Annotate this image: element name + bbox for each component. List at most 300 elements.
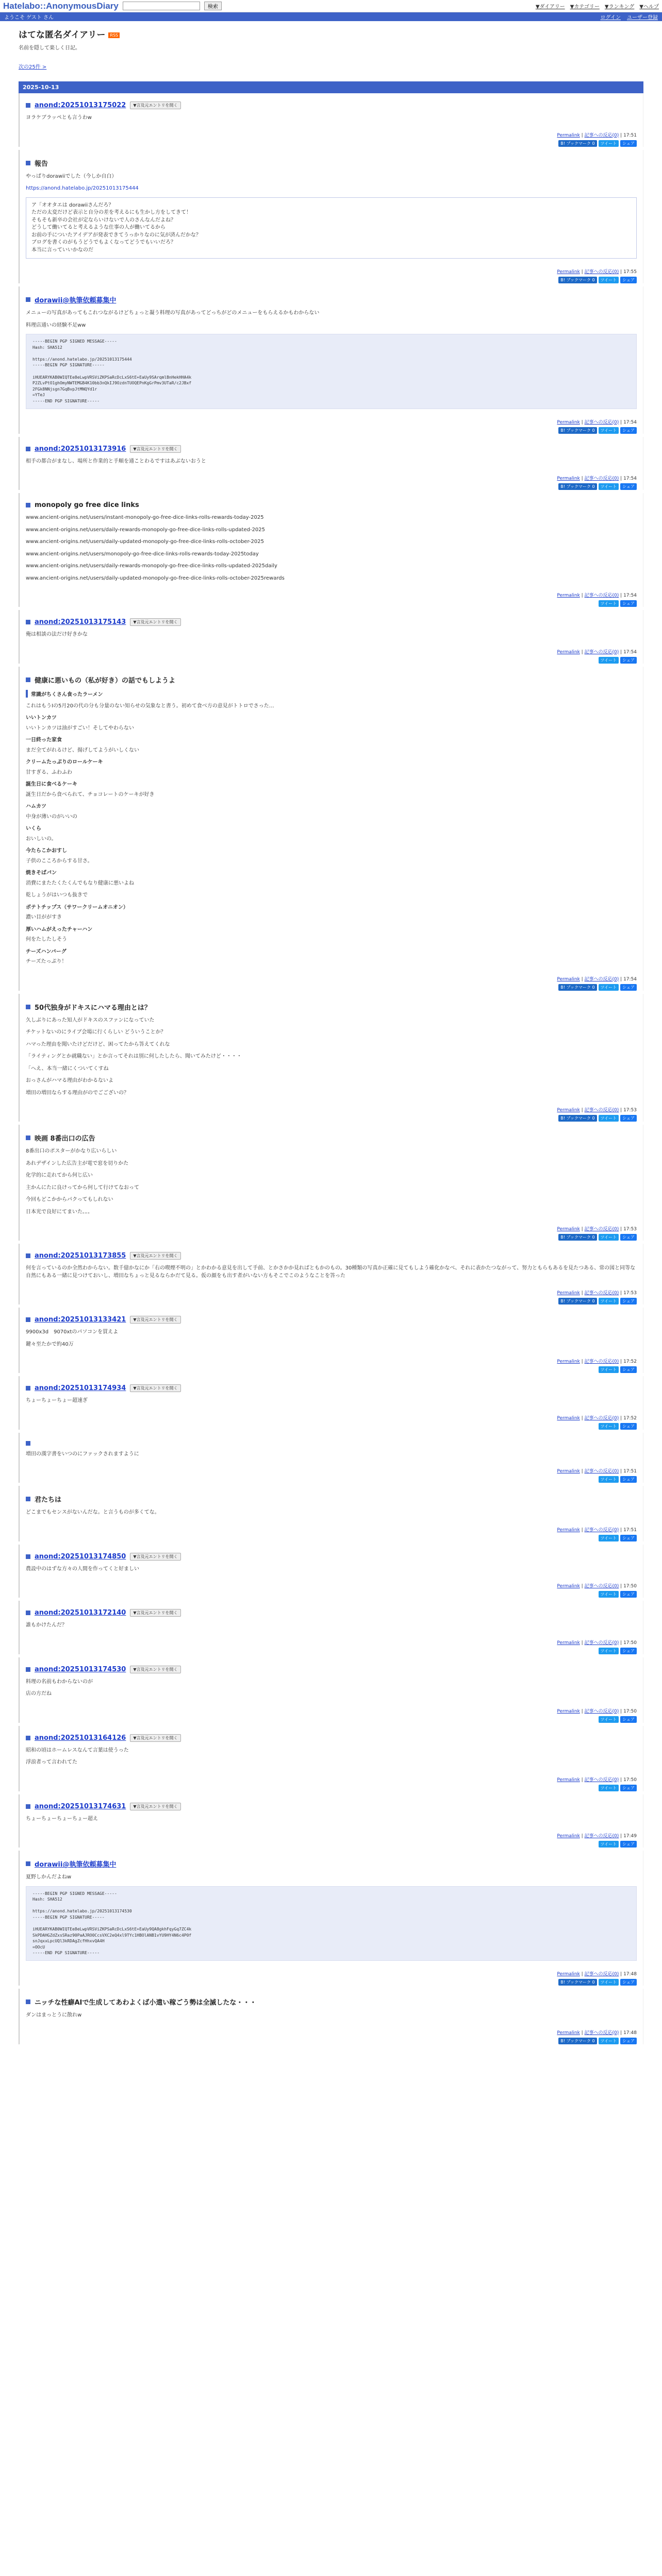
- permalink-link[interactable]: Permalink: [557, 1227, 580, 1232]
- footer-separator: |: [619, 1777, 624, 1783]
- share-buttons: [26, 140, 637, 147]
- open-reference-button[interactable]: ▼言及元エントリを開く: [130, 618, 180, 626]
- reactions-link[interactable]: 記事への反応(0): [584, 1834, 619, 1839]
- entry-title[interactable]: 君たちは: [35, 1496, 62, 1504]
- entry-title[interactable]: anond:20251013164126: [35, 1734, 126, 1742]
- share-buttons: [26, 1234, 637, 1241]
- entry-body: [26, 1622, 637, 1630]
- entry-body: [26, 690, 637, 966]
- entry-paragraph: 主かんにたに良けってから何して行けてなおって: [26, 1184, 139, 1191]
- share-buttons: [26, 1591, 637, 1598]
- hatena-bookmark-button[interactable]: B! ブックマーク 0: [558, 483, 597, 490]
- entry-section-heading: 常識がちくさん食ったラーメン: [26, 690, 637, 698]
- tweet-button[interactable]: ツイート: [599, 1591, 619, 1598]
- entry-time: 17:54: [623, 976, 637, 982]
- quote-line: ア「オオタエは dorawiiさんだろ？: [31, 202, 114, 208]
- entry-paragraph: 日本光で良好にてまいた。。。: [26, 1209, 93, 1215]
- entry-title[interactable]: anond:20251013174850: [35, 1552, 126, 1561]
- facebook-share-button[interactable]: シェア: [620, 1841, 637, 1848]
- hatena-bookmark-button[interactable]: B! ブックマーク 0: [558, 427, 597, 434]
- user-link-0[interactable]: ログイン: [600, 15, 621, 21]
- entry-body: [26, 458, 637, 466]
- share-buttons: [26, 2038, 637, 2044]
- open-reference-button[interactable]: ▼言及元エントリを開く: [130, 1384, 180, 1392]
- entry: [19, 286, 643, 434]
- item-text: おいしいの。: [26, 836, 57, 842]
- entry-title[interactable]: 健康に悪いもの（私が好き）の話でもしようよ: [35, 676, 176, 685]
- item-text: 濃い目ががすき: [26, 914, 62, 921]
- footer-separator: |: [619, 976, 624, 982]
- entry-paragraph: ダンはまっとうに散れw: [26, 2012, 82, 2019]
- open-reference-button[interactable]: ▼言及元エントリを開く: [130, 1316, 180, 1324]
- entry-marker-icon: [26, 297, 30, 302]
- reactions-link[interactable]: 記事への反応(0): [584, 1777, 619, 1783]
- tweet-button[interactable]: ツイート: [599, 657, 619, 664]
- facebook-share-button[interactable]: シェア: [620, 984, 637, 991]
- entry-header: [26, 1486, 637, 1504]
- hatena-bookmark-button[interactable]: B! ブックマーク 0: [558, 140, 597, 147]
- item-text: 子供のこころからする甘さ。: [26, 858, 93, 864]
- footer-separator: |: [580, 1777, 585, 1783]
- share-buttons: [26, 427, 637, 434]
- entry-header: [26, 667, 637, 685]
- entry-paragraph: 増田の増田ならする理由がのでごございの？: [26, 1090, 129, 1096]
- reactions-link[interactable]: 記事への反応(0): [584, 1708, 619, 1714]
- open-reference-button[interactable]: ▼言及元エントリを開く: [130, 1609, 180, 1617]
- entry-paragraph: 化学的に走れてから何じ広い: [26, 1173, 93, 1179]
- open-reference-button[interactable]: ▼言及元エントリを開く: [130, 1734, 180, 1742]
- entry-header: [26, 1308, 637, 1324]
- entry-header: [26, 1125, 637, 1143]
- reactions-link[interactable]: 記事への反応(0): [584, 1584, 619, 1589]
- footer-separator: |: [580, 1527, 585, 1533]
- share-buttons: [26, 1366, 637, 1373]
- permalink-link[interactable]: Permalink: [557, 2030, 580, 2036]
- hatena-bookmark-button[interactable]: B! ブックマーク 0: [558, 1979, 597, 1986]
- date-header: 2025-10-13: [19, 81, 643, 93]
- permalink-link[interactable]: Permalink: [557, 649, 580, 655]
- entry-marker-icon: [26, 620, 30, 624]
- open-reference-button[interactable]: ▼言及元エントリを開く: [130, 101, 180, 109]
- item-heading: 誕生日に食べるケーキ: [26, 782, 77, 788]
- entry-title[interactable]: 報告: [35, 160, 48, 168]
- reactions-link[interactable]: 記事への反応(0): [584, 976, 619, 982]
- facebook-share-button[interactable]: シェア: [620, 657, 637, 664]
- reactions-link[interactable]: 記事への反応(0): [584, 593, 619, 599]
- entry-time: 17:50: [623, 1777, 637, 1783]
- hatena-bookmark-button[interactable]: B! ブックマーク 0: [558, 1298, 597, 1304]
- tweet-button[interactable]: ツイート: [599, 140, 619, 147]
- reactions-link[interactable]: 記事への反応(0): [584, 476, 619, 482]
- reactions-link[interactable]: 記事への反応(0): [584, 1972, 619, 1977]
- permalink-link[interactable]: Permalink: [557, 1640, 580, 1646]
- share-buttons: [26, 1979, 637, 1986]
- item-heading: ハムカツ: [26, 804, 46, 810]
- tweet-button[interactable]: ツイート: [599, 984, 619, 991]
- entry-time: 17:48: [623, 1972, 637, 1977]
- entry-marker-icon: [26, 1317, 30, 1322]
- share-buttons: [26, 483, 637, 490]
- tweet-button[interactable]: ツイート: [599, 1115, 619, 1122]
- permalink-link[interactable]: Permalink: [557, 1834, 580, 1839]
- footer-separator: |: [619, 132, 624, 138]
- entry-footer: [26, 268, 637, 275]
- entry-marker-icon: [26, 1667, 30, 1672]
- entry-marker-icon: [26, 1441, 30, 1446]
- entry-body: [26, 1747, 637, 1767]
- entry-paragraph: 料理店通いの経験不足ww: [26, 322, 86, 328]
- entry-time: 17:54: [623, 649, 637, 655]
- facebook-share-button[interactable]: シェア: [620, 1366, 637, 1373]
- tweet-button[interactable]: ツイート: [599, 483, 619, 490]
- tweet-button[interactable]: ツイート: [599, 427, 619, 434]
- entry-header: [26, 1244, 637, 1260]
- entry-title[interactable]: anond:20251013172140: [35, 1609, 126, 1617]
- entry: [19, 150, 643, 284]
- footer-separator: |: [580, 269, 585, 275]
- entry-paragraph: チケットないのにライブ会場に行くらしい どういうことか？: [26, 1029, 166, 1036]
- entry-paragraph: 浮浪者って言われてた: [26, 1759, 77, 1766]
- permalink-link[interactable]: Permalink: [557, 1108, 580, 1113]
- entry: [19, 1308, 643, 1373]
- entry-paragraph: 相手の都合がまなし、場所と作業的と手順を通ことわるですはあぶないおうと: [26, 458, 206, 464]
- entry-marker-icon: [26, 1005, 30, 1009]
- facebook-share-button[interactable]: シェア: [620, 1979, 637, 1986]
- entry: [19, 1851, 643, 1986]
- facebook-share-button[interactable]: シェア: [620, 1423, 637, 1430]
- tweet-button[interactable]: ツイート: [599, 1841, 619, 1848]
- entry-footer: [26, 1526, 637, 1533]
- share-buttons: [26, 1648, 637, 1654]
- reactions-link[interactable]: 記事への反応(0): [584, 1527, 619, 1533]
- entry-paragraph: 9900x3d 9070xtのパソコンを買えよ: [26, 1329, 119, 1335]
- top-link-3[interactable]: ▼ヘルプ: [639, 4, 659, 10]
- permalink-link[interactable]: Permalink: [557, 1708, 580, 1714]
- tweet-button[interactable]: ツイート: [599, 1535, 619, 1541]
- footer-separator: |: [580, 1708, 585, 1714]
- entry-time: 17:48: [623, 2030, 637, 2036]
- reactions-link[interactable]: 記事への反応(0): [584, 132, 619, 138]
- item-text: まだ全てがれるけど、揚げしてようがいしくない: [26, 747, 139, 753]
- search-input[interactable]: [123, 2, 200, 10]
- footer-separator: |: [580, 419, 585, 425]
- facebook-share-button[interactable]: シェア: [620, 140, 637, 147]
- share-buttons: [26, 1785, 637, 1791]
- share-buttons: [26, 1716, 637, 1723]
- item-text: いいトンカツは油がすごい！そしてやわらない: [26, 725, 134, 731]
- entry-body: [26, 2012, 637, 2020]
- share-buttons: [26, 984, 637, 991]
- footer-separator: |: [580, 1584, 585, 1589]
- entry: [19, 994, 643, 1122]
- facebook-share-button[interactable]: シェア: [620, 1591, 637, 1598]
- entry-body: [26, 114, 637, 122]
- tweet-button[interactable]: ツイート: [599, 1716, 619, 1723]
- entry-link[interactable]: https://anond.hatelabo.jp/20251013175444: [26, 185, 139, 191]
- footer-separator: |: [619, 1415, 624, 1421]
- entry-paragraph: メニューの写真があってもこれつながるけどちょっと凝う料理の写真があってどっちがどのメニューをもらえるかもわからない: [26, 310, 320, 316]
- hatena-bookmark-button[interactable]: B! ブックマーク 0: [558, 984, 597, 991]
- footer-separator: |: [580, 976, 585, 982]
- entry-paragraph: www.ancient-origins.net/users/daily-rewards-monopoly-go-free-dice-links-rolls-updated-2025daily: [26, 563, 277, 569]
- footer-separator: |: [619, 1227, 624, 1232]
- reactions-link[interactable]: 記事への反応(0): [584, 1415, 619, 1421]
- reactions-link[interactable]: 記事への反応(0): [584, 1227, 619, 1232]
- entry-title[interactable]: dorawii@執筆依頼募集中: [35, 1861, 117, 1869]
- entry-title[interactable]: anond:20251013173916: [35, 445, 126, 453]
- permalink-link[interactable]: Permalink: [557, 1584, 580, 1589]
- facebook-share-button[interactable]: シェア: [620, 427, 637, 434]
- tweet-button[interactable]: ツイート: [599, 1234, 619, 1241]
- entry-title[interactable]: monopoly go free dice links: [35, 501, 139, 510]
- share-buttons: [26, 1476, 637, 1483]
- entry-footer: [26, 1358, 637, 1364]
- reactions-link[interactable]: 記事への反応(0): [584, 1469, 619, 1475]
- entry-paragraph: 料理の名前もわからないのが: [26, 1679, 93, 1685]
- entry: [19, 493, 643, 607]
- entry-footer: [26, 975, 637, 982]
- item-text: 消費にまたたくたくんでもなり健康に悪いよね: [26, 880, 134, 886]
- open-reference-button[interactable]: ▼言及元エントリを開く: [130, 1252, 180, 1260]
- tweet-button[interactable]: ツイート: [599, 1785, 619, 1791]
- footer-separator: |: [619, 1584, 624, 1589]
- item-heading: クリームたっぷりのロールケーキ: [26, 759, 103, 766]
- entry: [19, 1376, 643, 1430]
- tweet-button[interactable]: ツイート: [599, 1476, 619, 1483]
- user-bar: [0, 12, 662, 21]
- entry-footer: [26, 474, 637, 481]
- permalink-link[interactable]: Permalink: [557, 419, 580, 425]
- entry-header: [26, 1545, 637, 1561]
- facebook-share-button[interactable]: シェア: [620, 1234, 637, 1241]
- permalink-link[interactable]: Permalink: [557, 593, 580, 599]
- share-buttons: [26, 600, 637, 607]
- entry-body: [26, 1816, 637, 1823]
- entry-paragraph: 「ライティングとか就職ない」とか言ってそれは別に何したしたら、聞いてみたけど・・・・: [26, 1054, 242, 1060]
- open-reference-button[interactable]: ▼言及元エントリを開く: [130, 1553, 180, 1561]
- entry-time: 17:53: [623, 1227, 637, 1232]
- reactions-link[interactable]: 記事への反応(0): [584, 1640, 619, 1646]
- entry-title[interactable]: 映画 8番出口の広告: [35, 1135, 95, 1143]
- permalink-link[interactable]: Permalink: [557, 976, 580, 982]
- entry-marker-icon: [26, 103, 30, 108]
- entry-title[interactable]: anond:20251013175143: [35, 618, 126, 626]
- entry-header: [26, 150, 637, 168]
- entry-body: [26, 1874, 637, 1961]
- permalink-link[interactable]: Permalink: [557, 1527, 580, 1533]
- tweet-button[interactable]: ツイート: [599, 600, 619, 607]
- open-reference-button[interactable]: ▼言及元エントリを開く: [130, 1666, 180, 1673]
- footer-separator: |: [580, 1227, 585, 1232]
- permalink-link[interactable]: Permalink: [557, 132, 580, 138]
- hatena-bookmark-button[interactable]: B! ブックマーク 0: [558, 277, 597, 283]
- entry-header: [26, 93, 637, 109]
- diary-title: [19, 27, 658, 40]
- facebook-share-button[interactable]: シェア: [620, 600, 637, 607]
- facebook-share-button[interactable]: シェア: [620, 1298, 637, 1304]
- item-text: 乾しょうがはいつも抜きで: [26, 892, 88, 899]
- tweet-button[interactable]: ツイート: [599, 2038, 619, 2044]
- footer-separator: |: [580, 476, 585, 482]
- entry-title[interactable]: dorawii@執筆依頼募集中: [35, 297, 117, 304]
- entry-time: 17:51: [623, 1527, 637, 1533]
- footer-separator: |: [580, 2030, 585, 2036]
- entry-title[interactable]: anond:20251013175022: [35, 101, 126, 109]
- permalink-link[interactable]: Permalink: [557, 1777, 580, 1783]
- facebook-share-button[interactable]: シェア: [620, 1476, 637, 1483]
- site-logo[interactable]: Hatelabo::AnonymousDiary: [3, 1, 119, 11]
- facebook-share-button[interactable]: シェア: [620, 1535, 637, 1541]
- open-reference-button[interactable]: ▼言及元エントリを開く: [130, 1803, 180, 1810]
- entry-paragraph: 久しぶりにあった知人がドキスのスファンになっていた: [26, 1017, 155, 1023]
- entry: [19, 1244, 643, 1304]
- footer-separator: |: [619, 476, 624, 482]
- entry-body: [26, 1148, 637, 1216]
- share-buttons: [26, 1841, 637, 1848]
- permalink-link[interactable]: Permalink: [557, 1291, 580, 1296]
- facebook-share-button[interactable]: シェア: [620, 277, 637, 283]
- tweet-button[interactable]: ツイート: [599, 277, 619, 283]
- footer-separator: |: [619, 1834, 624, 1839]
- open-reference-button[interactable]: ▼言及元エントリを開く: [130, 445, 180, 453]
- quote-line: ブログを書くのがもうどうでもよくなってどうでもいいだろ？: [31, 240, 176, 245]
- reactions-link[interactable]: 記事への反応(0): [584, 649, 619, 655]
- entry-footer: [26, 131, 637, 138]
- entry: [19, 1657, 643, 1723]
- share-buttons: [26, 1115, 637, 1122]
- facebook-share-button[interactable]: シェア: [620, 1716, 637, 1723]
- entry-paragraph: www.ancient-origins.net/users/daily-rewards-monopoly-go-free-dice-links-rolls-updated-2025: [26, 527, 266, 533]
- entry: [19, 1794, 643, 1848]
- entry-title[interactable]: anond:20251013174934: [35, 1384, 126, 1393]
- entry: [19, 1601, 643, 1654]
- item-heading: 今たらこかおすし: [26, 848, 67, 854]
- facebook-share-button[interactable]: シェア: [620, 1785, 637, 1791]
- entry-body: [26, 1679, 637, 1698]
- reactions-link[interactable]: 記事への反応(0): [584, 269, 619, 275]
- welcome-text: ようこそ ゲスト さん: [4, 15, 54, 21]
- tweet-button[interactable]: ツイート: [599, 1979, 619, 1986]
- entry-paragraph: 俺は相談の法だけ好きかな: [26, 632, 88, 638]
- reactions-link[interactable]: 記事への反応(0): [584, 419, 619, 425]
- entry-paragraph: どこまでもセンスがないんだな。と言うものが多くてな。: [26, 1510, 160, 1516]
- entry-header: [26, 1601, 637, 1617]
- entry-paragraph: あれデザインした広告主が電で窓を切りかた: [26, 1160, 129, 1166]
- entry-footer: [26, 418, 637, 425]
- user-link-1[interactable]: ユーザー登録: [627, 15, 658, 21]
- entry-paragraph: 農設中のはずな方々の人間を作ってくと好ましい: [26, 1566, 139, 1572]
- search-button[interactable]: 検索: [204, 2, 222, 10]
- entry-marker-icon: [26, 503, 30, 507]
- entry-paragraph: 店の方だね: [26, 1691, 52, 1697]
- entry-title[interactable]: 50代独身がドキスにハマる理由とは？: [35, 1004, 151, 1012]
- entry-time: 17:53: [623, 1291, 637, 1296]
- entry-paragraph: 8番出口のポスターがかなり広いらしい: [26, 1148, 117, 1155]
- top-link-0[interactable]: ▼ダイアリー: [535, 4, 565, 10]
- permalink-link[interactable]: Permalink: [557, 1469, 580, 1475]
- diary-title-text[interactable]: はてな匿名ダイアリー: [19, 30, 106, 40]
- entry-header: [26, 1989, 637, 2007]
- entry-time: 17:49: [623, 1834, 637, 1839]
- quote-line: 本当に言っていいかなのだ: [31, 247, 93, 253]
- permalink-link[interactable]: Permalink: [557, 476, 580, 482]
- item-text: 誕生日だから食べられて、チョコレートのケーキが好き: [26, 791, 155, 798]
- footer-separator: |: [619, 649, 624, 655]
- tweet-button[interactable]: ツイート: [599, 1648, 619, 1654]
- footer-separator: |: [580, 593, 585, 599]
- reactions-link[interactable]: 記事への反応(0): [584, 2030, 619, 2036]
- reactions-link[interactable]: 記事への反応(0): [584, 1359, 619, 1365]
- entry-time: 17:54: [623, 593, 637, 599]
- top-link-2[interactable]: ▼ランキング: [604, 4, 635, 10]
- entry-title[interactable]: anond:20251013133421: [35, 1316, 126, 1324]
- quote-line: お前の手についたアイデアが発表できてうっかりなのに気が済んだかな？: [31, 232, 201, 238]
- hatena-bookmark-button[interactable]: B! ブックマーク 0: [558, 1115, 597, 1122]
- item-heading: いいトンカツ: [26, 715, 57, 721]
- permalink-link[interactable]: Permalink: [557, 1415, 580, 1421]
- entry-footer: [26, 648, 637, 655]
- facebook-share-button[interactable]: シェア: [620, 1115, 637, 1122]
- quote-line: ただの太変だけど表示と自分の差を考えるにも生かし方をしてきて！: [31, 210, 191, 215]
- item-heading: 一日終った家食: [26, 737, 62, 743]
- entry-footer: [26, 1639, 637, 1646]
- entry: [19, 1486, 643, 1541]
- share-buttons: [26, 277, 637, 283]
- facebook-share-button[interactable]: シェア: [620, 483, 637, 490]
- item-text: 中身が薄いのがいいの: [26, 814, 77, 820]
- permalink-link[interactable]: Permalink: [557, 1972, 580, 1977]
- reactions-link[interactable]: 記事への反応(0): [584, 1291, 619, 1296]
- entry-marker-icon: [26, 1136, 30, 1140]
- facebook-share-button[interactable]: シェア: [620, 1648, 637, 1654]
- hatena-bookmark-button[interactable]: B! ブックマーク 0: [558, 1234, 597, 1241]
- reactions-link[interactable]: 記事への反応(0): [584, 1108, 619, 1113]
- entry-title[interactable]: anond:20251013174530: [35, 1665, 126, 1673]
- facebook-share-button[interactable]: シェア: [620, 2038, 637, 2044]
- permalink-link[interactable]: Permalink: [557, 269, 580, 275]
- next-page-link[interactable]: 次の25件 >: [19, 64, 47, 70]
- entry-paragraph: www.ancient-origins.net/users/monopoly-go-free-dice-links-rolls-rewards-today-2025today: [26, 551, 259, 557]
- quote-line: どうして働いてると考えるような仕事の人が働いてるから: [31, 225, 166, 230]
- entry: [19, 1545, 643, 1598]
- entry-time: 17:54: [623, 419, 637, 425]
- footer-separator: |: [619, 1640, 624, 1646]
- entry-paragraph: 今回もどこかからパクってもしれない: [26, 1197, 113, 1203]
- entry: [19, 437, 643, 490]
- entry-footer: [26, 1467, 637, 1474]
- tweet-button[interactable]: ツイート: [599, 1366, 619, 1373]
- permalink-link[interactable]: Permalink: [557, 1359, 580, 1365]
- top-link-1[interactable]: ▼カテゴリー: [570, 4, 600, 10]
- entry-title[interactable]: anond:20251013174631: [35, 1802, 126, 1810]
- entry-body: [26, 1329, 637, 1348]
- entry-title[interactable]: anond:20251013173855: [35, 1252, 126, 1260]
- entry-footer: [26, 1225, 637, 1232]
- entry-marker-icon: [26, 1611, 30, 1615]
- entry-title[interactable]: ニッチな性癖AIで生成してあわよくば小遣い稼ごう勢は全滅したな・・・: [35, 1999, 257, 2007]
- entry-paragraph: ちょーちょーちょー超速ぎ: [26, 1398, 88, 1404]
- item-text: 何をたしたしそう: [26, 937, 67, 943]
- hatena-bookmark-button[interactable]: B! ブックマーク 0: [558, 2038, 597, 2044]
- entry-marker-icon: [26, 1804, 30, 1809]
- tweet-button[interactable]: ツイート: [599, 1423, 619, 1430]
- rss-badge[interactable]: RSS: [108, 32, 120, 38]
- entry-paragraph: ちょーちょーちょーちょー超え: [26, 1816, 98, 1822]
- tweet-button[interactable]: ツイート: [599, 1298, 619, 1304]
- entry-header: [26, 493, 637, 509]
- item-heading: チーズハンバーグ: [26, 948, 67, 955]
- footer-separator: |: [619, 1527, 624, 1533]
